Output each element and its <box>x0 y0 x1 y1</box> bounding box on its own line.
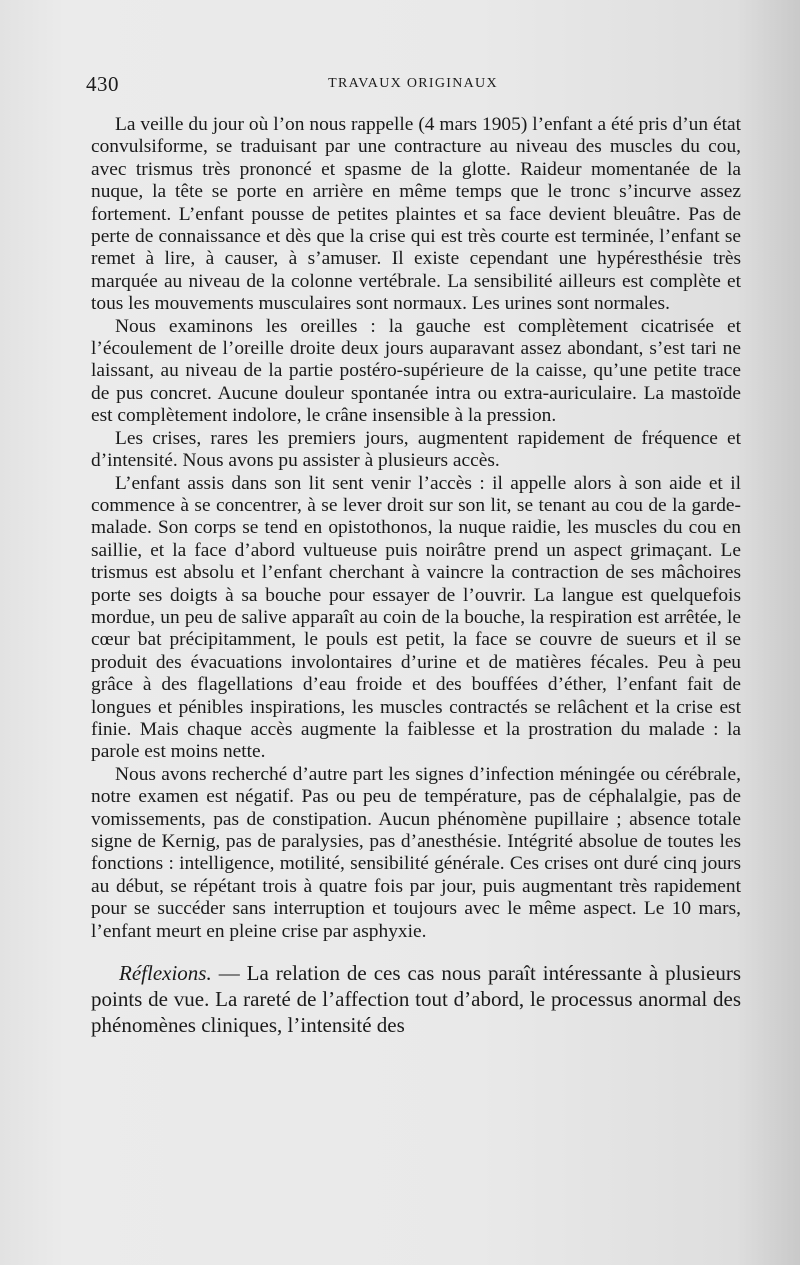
body-text <box>91 114 741 1038</box>
paragraph: La veille du jour où l’on nous rappelle (4 mars 1905) l’enfant a été pris d’un état convulsiforme, se traduisant par une contracture au niveau des muscles du cou, avec trismus très prononcé et spasme de la glotte. Raideur momentanée de la nuque, la tête se porte en arrière en même temps que le tronc s’incurve assez fortement. L’enfant pousse de petites plaintes et sa face devient bleuâtre. Pas de perte de connaissance et dès que la crise qui est très courte est terminée, l’enfant se remet à lire, à causer, à s’amuser. Il existe cependant une hypéresthésie très marquée au niveau de la colonne vertébrale. La sensibilité ailleurs est complète et tous les mouvements musculaires sont normaux. Les urines sont normales. <box>91 114 741 315</box>
page-number: 430 <box>86 72 119 96</box>
paragraph: Nous avons recherché d’autre part les signes d’infection méningée ou cérébrale, notre examen est négatif. Pas ou peu de température, pas de céphalalgie, pas de vomissements, pas de constipation. Aucun phénomène pupillaire ; absence totale signe de Kernig, pas de paralysies, pas d’anesthésie. Intégrité absolue de toutes les fonctions : intelligence, motilité, sensibilité générale. Ces crises ont duré cinq jours au début, se répétant trois à quatre fois par jour, puis augmentant très rapidement pour se succéder sans interruption et toujours avec le même aspect. Le 10 mars, l’enfant meurt en pleine crise par asphyxie. <box>91 763 741 942</box>
running-head: TRAVAUX ORIGINAUX <box>328 76 498 91</box>
page-header <box>86 72 740 96</box>
paragraph: Nous examinons les oreilles : la gauche est complètement cicatrisée et l’écoulement de l’oreille droite deux jours auparavant assez abondant, s’est tari ne laissant, au niveau de la partie postéro-supérieure de la caisse, qu’une petite trace de pus concret. Aucune douleur spontanée intra ou extra-auriculaire. La mastoïde est complètement indolore, le crâne insensible à la pression. <box>91 315 741 427</box>
paragraph: L’enfant assis dans son lit sent venir l’accès : il appelle alors à son aide et il commence à se concentrer, à se lever droit sur son lit, se tenant au cou de la garde-malade. Son corps se tend en opistothonos, la nuque raidie, les muscles du cou en saillie, et la face d’abord vultueuse puis noirâtre prend un aspect grimaçant. Le trismus est absolu et l’enfant cherchant à vaincre la contraction de ses mâchoires porte ses doigts à sa bouche pour essayer de l’ouvrir. La langue est quelquefois mordue, un peu de salive apparaît au coin de la bouche, la respiration est arrêtée, le cœur bat précipitamment, le pouls est petit, la face se couvre de sueurs et il se produit des évacuations involontaires d’urine et de matières fécales. Peu à peu grâce à des flagellations d’eau froide et des bouffées d’éther, l’enfant fait de longues et pénibles inspirations, les muscles contractés se relâchent et la crise est finie. Mais chaque accès augmente la faiblesse et la prostration du malade : la parole est moins nette. <box>91 472 741 763</box>
reflexions-text: — La relation de ces cas nous paraît intéressante à plusieurs points de vue. La rareté de l’affection tout d’abord, le processus anormal des phénomènes cliniques, l’intensité des <box>91 961 741 1038</box>
paragraph: Les crises, rares les premiers jours, augmentent rapidement de fréquence et d’intensité. Nous avons pu assister à plusieurs accès. <box>91 427 741 472</box>
reflexions-title: Réflexions. <box>119 961 212 986</box>
reflexions-paragraph <box>91 960 741 1038</box>
